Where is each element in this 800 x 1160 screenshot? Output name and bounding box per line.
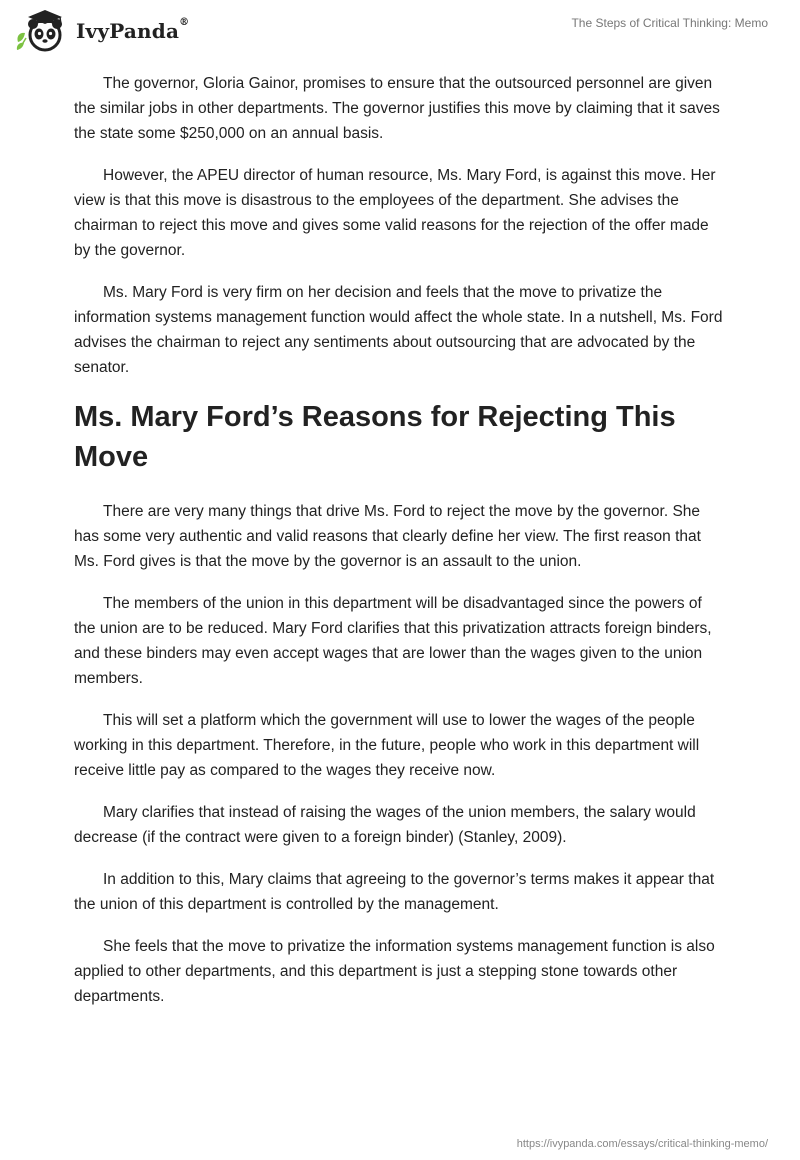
paragraph: She feels that the move to privatize the information systems management function is also applied to other departments, and this department is just a stepping stone towards other departments.: [74, 938, 715, 1005]
page-header: [0, 0, 800, 60]
paragraph: In addition to this, Mary claims that agreeing to the governor’s terms makes it appear that the union of this department is controlled by the management.: [74, 871, 715, 913]
paragraph: The governor, Gloria Gainor, promises to ensure that the outsourced personnel are given the similar jobs in other departments. The governor justifies this move by claiming that it saves the state some $250,000 on an annual basis.: [74, 75, 720, 142]
ivypanda-logo[interactable]: [14, 8, 189, 54]
paragraph: Ms. Mary Ford is very firm on her decision and feels that the move to privatize the information systems management function would affect the whole state. In a nutshell, Ms. Ford advises the chairman to reject any sentiments about outsourcing that are advocated by the senator.: [74, 284, 723, 376]
panda-graduate-icon: [14, 8, 72, 54]
paragraph: The members of the union in this department will be disadvantaged since the powers of the union are to be reduced. Mary Ford clarifies that this privatization attracts foreign binders, and these binders may even accept wages that are lower than the wages given to the union members.: [74, 595, 712, 687]
paragraph: However, the APEU director of human resource, Ms. Mary Ford, is against this move. Her view is that this move is disastrous to the employees of the department. She advises the chairman to reject this move and gives some valid reasons for the rejection of the offer made by the governor.: [74, 167, 716, 259]
article-body: [74, 71, 724, 1026]
source-url[interactable]: https://ivypanda.com/essays/critical-thinking-memo/: [516, 1138, 768, 1150]
brand-name: IvyPanda®: [76, 17, 190, 43]
paragraph: Mary clarifies that instead of raising the wages of the union members, the salary would decrease (if the contract were given to a foreign binder) (Stanley, 2009).: [74, 804, 696, 846]
paragraph: There are very many things that drive Ms. Ford to reject the move by the governor. She has some very authentic and valid reasons that clearly define her view. The first reason that Ms. Ford gives is that the move by the governor is an assault to the union.: [74, 503, 701, 570]
section-heading: Ms. Mary Ford’s Reasons for Rejecting This Move: [74, 401, 676, 473]
paragraph: This will set a platform which the government will use to lower the wages of the people working in this department. Therefore, in the future, people who work in this department will receive little pay as compared to the wages they receive now.: [74, 712, 700, 779]
document-title: The Steps of Critical Thinking: Memo: [571, 16, 768, 30]
